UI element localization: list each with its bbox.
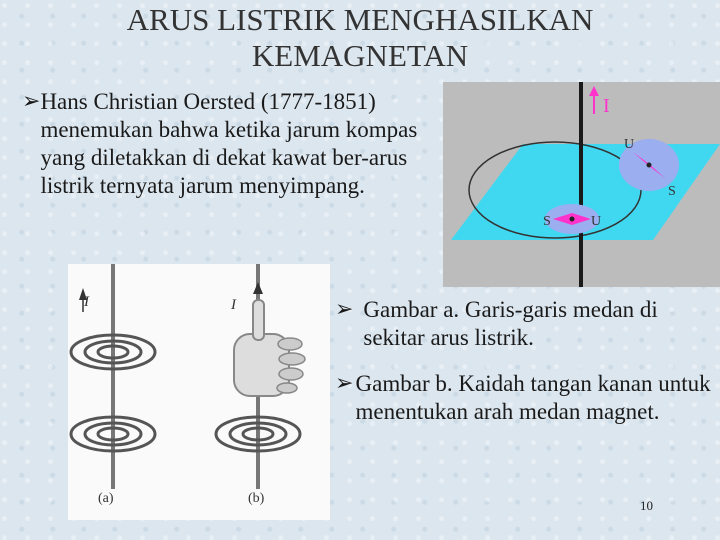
bullet-oersted: [22, 88, 442, 200]
label-u-bottom: U: [591, 214, 602, 229]
current-label-b: I: [231, 297, 236, 313]
compass-diagram: [443, 82, 720, 287]
bullet-gambar-a: [335, 296, 715, 352]
caption-b: (b): [248, 491, 265, 506]
bullet-text: Hans Christian Oersted (1777-1851) menemukan bahwa ketika jarum kompas yang diletakkan di dekat kawat ber-arus listrik ternyata jarum menyimpang.: [40, 89, 418, 198]
field-lines-diagram: [68, 264, 330, 520]
bullet-arrow-icon: ➢: [22, 89, 41, 114]
right-hand-icon: [234, 300, 305, 396]
label-s-left: S: [543, 214, 551, 229]
caption-a: (a): [98, 491, 114, 506]
bullet-arrow-icon: ➢: [335, 371, 354, 396]
bullet-gambar-b: [335, 370, 715, 426]
bullet-arrow-icon: ➢: [335, 297, 354, 322]
page-number: 10: [640, 498, 653, 513]
label-u-top: U: [624, 137, 635, 152]
field-lines-figure: [68, 264, 330, 520]
current-label: I: [603, 95, 610, 117]
label-s-right: S: [668, 184, 676, 199]
bullet-text: Gambar a. Garis-garis medan di sekitar arus listrik.: [363, 297, 658, 350]
current-label-a: I: [84, 294, 89, 310]
compass-figure: [443, 82, 720, 287]
slide-title: ARUS LISTRIK MENGHASILKAN KEMAGNETAN: [126, 2, 594, 73]
bullet-text: Gambar b. Kaidah tangan kanan untuk menentukan arah medan magnet.: [355, 371, 711, 424]
